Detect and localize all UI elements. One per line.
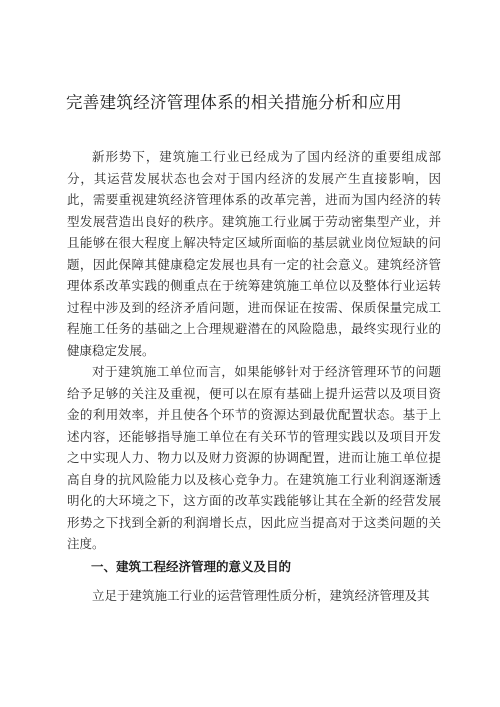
paragraph: 新形势下，建筑施工行业已经成为了国内经济的重要组成部分，其运营发展状态也会对于国内经济的发展产生直接影响，因此，需要重视建筑经济管理体系的改革完善，进而为国内经济的转型发展营造出良好的秩序。建筑施工行业属于劳动密集型产业，并且能够在很大程度上解决特定区域所面临的基层就业岗位短缺的问题，因此保障其健康稳定发展也具有一定的社会意义。建筑经济管理体系改革实践的侧重点在于统筹建筑施工单位以及整体行业运转过程中涉及到的经济矛盾问题，进而保证在按需、保质保量完成工程施工任务的基础之上合理规避潜在的风险隐患，最终实现行业的健康稳定发展。 (67, 149, 441, 358)
document-body (67, 146, 441, 606)
document-title: 完善建筑经济管理体系的相关措施分析和应用 (66, 93, 402, 112)
section-heading: 一、建筑工程经济管理的意义及目的 (91, 558, 292, 574)
paragraph: 立足于建筑施工行业的运营管理性质分析，建筑经济管理及其 (92, 587, 430, 603)
paragraph: 对于建筑施工单位而言，如果能够针对于经济管理环节的问题给予足够的关注及重视，便可以在原有基础上提升运营以及项目资金的利用效率，并且使各个环节的资源达到最优配置状态。基于上述内容，还能够指导施工单位在有关环节的管理实践以及项目开发之中实现人力、物力以及财力资源的协调配置，进而让施工单位提高自身的抗风险能力以及核心竞争力。在建筑施工行业利润逐渐透明化的大环境之下，这方面的改革实践能够让其在全新的经营发展形势之下找到全新的利润增长点，因此应当提高对于这类问题的关注度。 (67, 364, 441, 551)
